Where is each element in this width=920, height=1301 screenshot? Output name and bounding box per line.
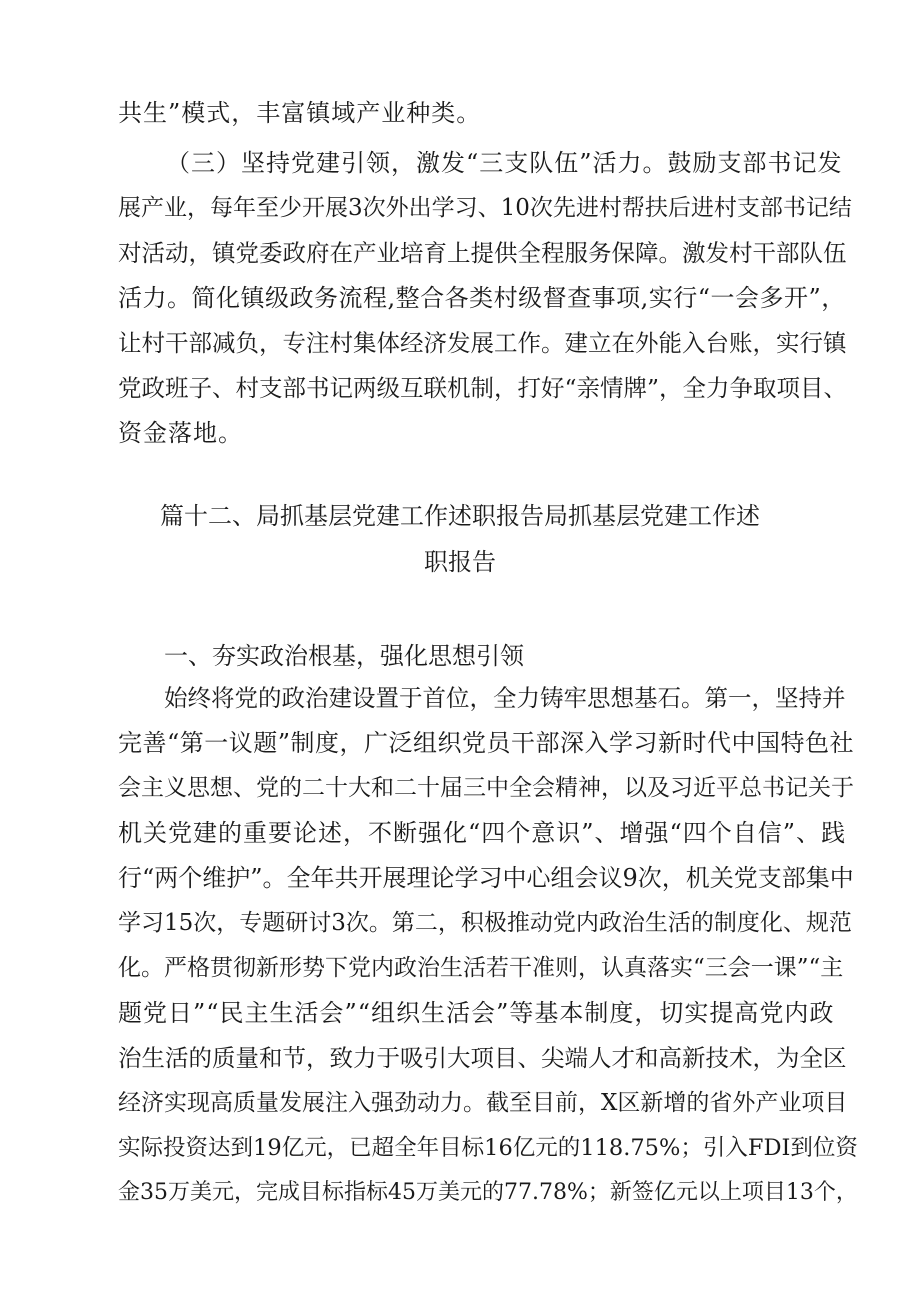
paragraph-line: 党政班子、村支部书记两级互联机制，打好“亲情牌”，全力争取项目、 bbox=[118, 374, 848, 402]
paragraph-line: 实际投资达到19亿元，已超全年目标16亿元的118.75%；引入FDI到位资 bbox=[118, 1135, 858, 1161]
article-title: 篇十二、局抓基层党建工作述职报告局抓基层党建工作述 bbox=[160, 502, 760, 530]
paragraph-line: 活力。简化镇级政务流程,整合各类村级督查事项,实行“一会多开”， bbox=[118, 284, 846, 312]
paragraph-line: 化。严格贯彻新形势下党内政治生活若干准则，认真落实“三会一课”“主 bbox=[118, 955, 844, 981]
paragraph-line: 会主义思想、党的二十大和二十届三中全会精神，以及习近平总书记关于 bbox=[118, 775, 854, 801]
paragraph-line: 行“两个维护”。全年共开展理论学习中心组会议9次，机关党支部集中 bbox=[118, 864, 854, 892]
paragraph-line: （三）坚持党建引领，激发“三支队伍”活力。鼓励支部书记发 bbox=[166, 149, 843, 177]
paragraph-line: 机关党建的重要论述，不断强化“四个意识”、增强“四个自信”、践 bbox=[118, 819, 847, 847]
paragraph-line: 共生”模式，丰富镇域产业种类。 bbox=[118, 99, 482, 127]
paragraph-line: 让村干部减负，专注村集体经济发展工作。建立在外能入台账，实行镇 bbox=[118, 329, 847, 357]
paragraph-line: 完善“第一议题”制度，广泛组织党员干部深入学习新时代中国特色社 bbox=[118, 729, 855, 757]
paragraph-line: 经济实现高质量发展注入强劲动力。截至目前，X区新增的省外产业项目 bbox=[118, 1090, 848, 1116]
paragraph-line: 对活动，镇党委政府在产业培育上提供全程服务保障。激发村干部队伍 bbox=[118, 239, 847, 267]
paragraph-line: 展产业，每年至少开展3次外出学习、10次先进村帮扶后进村支部书记结 bbox=[118, 195, 852, 221]
article-title-continued: 职报告 bbox=[424, 548, 496, 576]
section-heading: 一、夯实政治根基，强化思想引领 bbox=[164, 642, 524, 670]
paragraph-line: 学习15次，专题研讨3次。第二，积极推动党内政治生活的制度化、规范 bbox=[118, 910, 852, 936]
paragraph-line: 金35万美元，完成目标指标45万美元的77.78%；新签亿元以上项目13个， bbox=[118, 1180, 858, 1205]
paragraph-line: 题党日”“民主生活会”“组织生活会”等基本制度，切实提高党内政 bbox=[118, 999, 835, 1027]
paragraph-line: 始终将党的政治建设置于首位，全力铸牢思想基石。第一，坚持并 bbox=[164, 684, 846, 712]
paragraph-line: 资金落地。 bbox=[118, 419, 243, 447]
paragraph-line: 治生活的质量和节，致力于吸引大项目、尖端人才和高新技术，为全区 bbox=[118, 1044, 847, 1072]
